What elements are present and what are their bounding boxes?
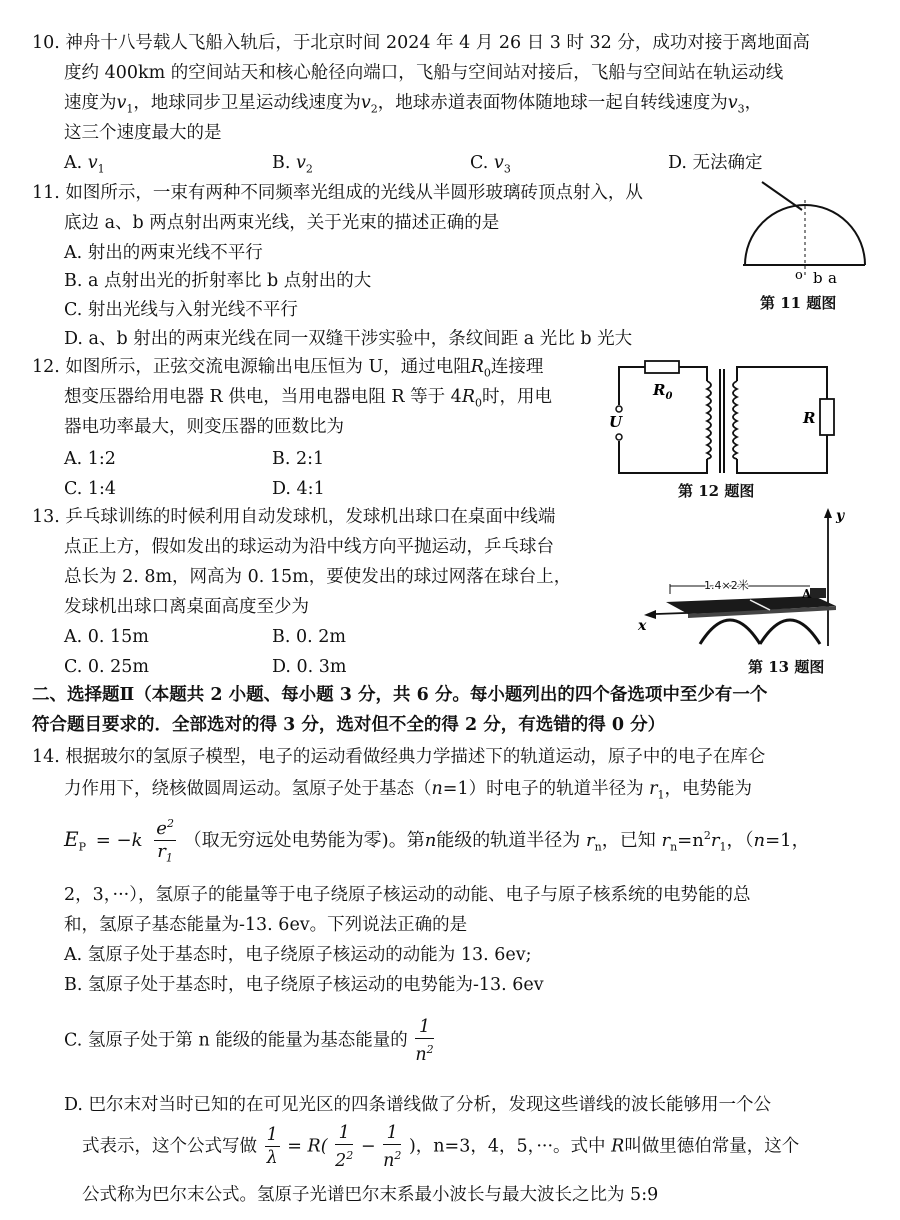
q14-option-a: A. 氢原子处于基态时，电子绕原子核运动的动能为 13. 6ev; bbox=[64, 945, 532, 965]
q12-fig-u: U bbox=[609, 413, 623, 431]
q13-line-2: 点正上方，假如发出的球运动为沿中线方向平抛运动，乒乓球台 bbox=[64, 537, 554, 557]
q10-line-1: 10. 神舟十八号载人飞船入轨后，于北京时间 2024 年 4 月 26 日 3 时 32 分，成功对接于离地面高 bbox=[32, 33, 810, 53]
q11-fig-label-b: b bbox=[813, 269, 823, 287]
q13-line-4: 发球机出球口离桌面高度至少为 bbox=[64, 597, 309, 617]
q10-option-c: C. $v_3$ bbox=[470, 153, 511, 176]
q13-option-c: C. 0. 25m bbox=[64, 657, 150, 677]
q11-figure-caption: 第 11 题图 bbox=[760, 294, 837, 312]
q11-option-a: A. 射出的两束光线不平行 bbox=[64, 243, 263, 263]
q10-line-2: 度约 400km 的空间站天和核心舱径向端口，飞船与空间站对接后，飞船与空间站在轨运动线 bbox=[64, 63, 784, 83]
q14-line-5: 和，氢原子基态能量为-13. 6ev。下列说法正确的是 bbox=[64, 915, 468, 935]
svg-text:R0 bbox=[652, 381, 672, 402]
q13-line-3: 总长为 2. 8m，网高为 0. 15m，要使发出的球过网落在球台上， bbox=[64, 567, 572, 587]
q12-option-b: B. 2:1 bbox=[272, 449, 325, 469]
q14-option-c: C. 氢原子处于第 n 能级的能量为基态能量的 $\frac{1}{n^2}$ bbox=[64, 1017, 434, 1065]
q13-fig-y: y bbox=[836, 508, 845, 524]
q13-fig-a: A bbox=[802, 587, 812, 601]
section-2-heading-line-1: 二、选择题Ⅱ（本题共 2 小题、每小题 3 分，共 6 分。每小题列出的四个备选项中至少有一个 bbox=[32, 685, 768, 705]
q12-fig-r: R bbox=[803, 409, 816, 427]
q13-fig-dimension: 1.4×2米 bbox=[704, 579, 749, 592]
q14-option-d-line-2: 式表示，这个公式写做 $\frac{1}{\lambda}$ = R( $\frac{1}{2^2}$ − $\frac{1}{n^2}$ )，n=3，4，5，···。式中 R叫做里德伯常量，这个 bbox=[82, 1123, 800, 1171]
q14-line-4: 2，3，···），氢原子的能量等于电子绕原子核运动的动能、电子与原子核系统的电势能的总 bbox=[64, 885, 751, 905]
q11-line-1: 11. 如图所示，一束有两种不同频率光组成的光线从半圆形玻璃砖顶点射入，从 bbox=[32, 183, 643, 203]
q14-option-d-line-3: 公式称为巴尔末公式。氢原子光谱巴尔末系最小波长与最大波长之比为 5:9 bbox=[82, 1185, 659, 1205]
q12-option-a: A. 1:2 bbox=[64, 449, 116, 469]
q14-line-3: $E_P = -k$ $\frac{e^2}{r_1}$ （取无穷远处电势能为零)。第n能级的轨道半径为 $r_n$，已知 $r_n=n^2r_1$，（n=1， bbox=[64, 812, 810, 872]
q14-line-1: 14. 根据玻尔的氢原子模型，电子的运动看做经典力学描述下的轨道运动，原子中的电子在库仑 bbox=[32, 747, 766, 767]
q12-figure-caption: 第 12 题图 bbox=[678, 482, 755, 500]
q10-option-d: D. 无法确定 bbox=[668, 153, 763, 173]
section-2-heading-line-2: 符合题目要求的．全部选对的得 3 分，选对但不全的得 2 分，有选错的得 0 分） bbox=[32, 715, 666, 735]
q12-fig-r0: R bbox=[653, 381, 666, 399]
q10-option-b: B. $v_2$ bbox=[272, 153, 313, 176]
q10-line-3: 速度为$v_1$，地球同步卫星运动线速度为$v_2$，地球赤道表面物体随地球一起自转线速度为$v_3$， bbox=[64, 93, 763, 116]
q12-circuit-figure bbox=[605, 355, 835, 480]
q12-line-1: 12. 如图所示，正弦交流电源输出电压恒为 U，通过电阻$R_0$连接理 bbox=[32, 357, 544, 380]
q13-table-figure bbox=[630, 504, 860, 652]
q13-figure-caption: 第 13 题图 bbox=[748, 658, 825, 676]
q12-option-c: C. 1:4 bbox=[64, 479, 117, 499]
q14-line-2: 力作用下，绕核做圆周运动。氢原子处于基态（n=1）时电子的轨道半径为 $r_1$，电势能为 bbox=[64, 779, 753, 802]
q12-line-3: 器电功率最大，则变压器的匝数比为 bbox=[64, 417, 344, 437]
q12-option-d: D. 4:1 bbox=[272, 479, 325, 499]
q13-fig-x: x bbox=[638, 618, 647, 634]
q11-semicircle-figure bbox=[740, 180, 870, 290]
q11-option-b: B. a 点射出光的折射率比 b 点射出的大 bbox=[64, 271, 372, 291]
q11-fig-label-a: a bbox=[828, 269, 837, 287]
q13-line-1: 13. 乒乓球训练的时候利用自动发球机，发球机出球口在桌面中线端 bbox=[32, 507, 556, 527]
q11-fig-label-o: o bbox=[795, 268, 803, 283]
q11-option-c: C. 射出光线与入射光线不平行 bbox=[64, 300, 298, 320]
q14-option-b: B. 氢原子处于基态时，电子绕原子核运动的电势能为-13. 6ev bbox=[64, 975, 544, 995]
q12-line-2: 想变压器给用电器 R 供电，当用电器电阻 R 等于 $4R_0$时，用电 bbox=[64, 387, 552, 410]
q13-option-a: A. 0. 15m bbox=[64, 627, 149, 647]
q13-option-b: B. 0. 2m bbox=[272, 627, 346, 647]
q11-option-d: D. a、b 射出的两束光线在同一双缝干涉实验中，条纹间距 a 光比 b 光大 bbox=[64, 329, 633, 349]
q13-option-d: D. 0. 3m bbox=[272, 657, 347, 677]
q14-option-d-line-1: D. 巴尔末对当时已知的在可见光区的四条谱线做了分析，发现这些谱线的波长能够用一个公 bbox=[64, 1095, 772, 1115]
q10-line-4: 这三个速度最大的是 bbox=[64, 123, 222, 143]
q12-fig-r0-sub: 0 bbox=[665, 391, 673, 402]
q10-option-a: A. $v_1$ bbox=[64, 153, 105, 176]
q11-line-2: 底边 a、b 两点射出两束光线，关于光束的描述正确的是 bbox=[64, 213, 500, 233]
